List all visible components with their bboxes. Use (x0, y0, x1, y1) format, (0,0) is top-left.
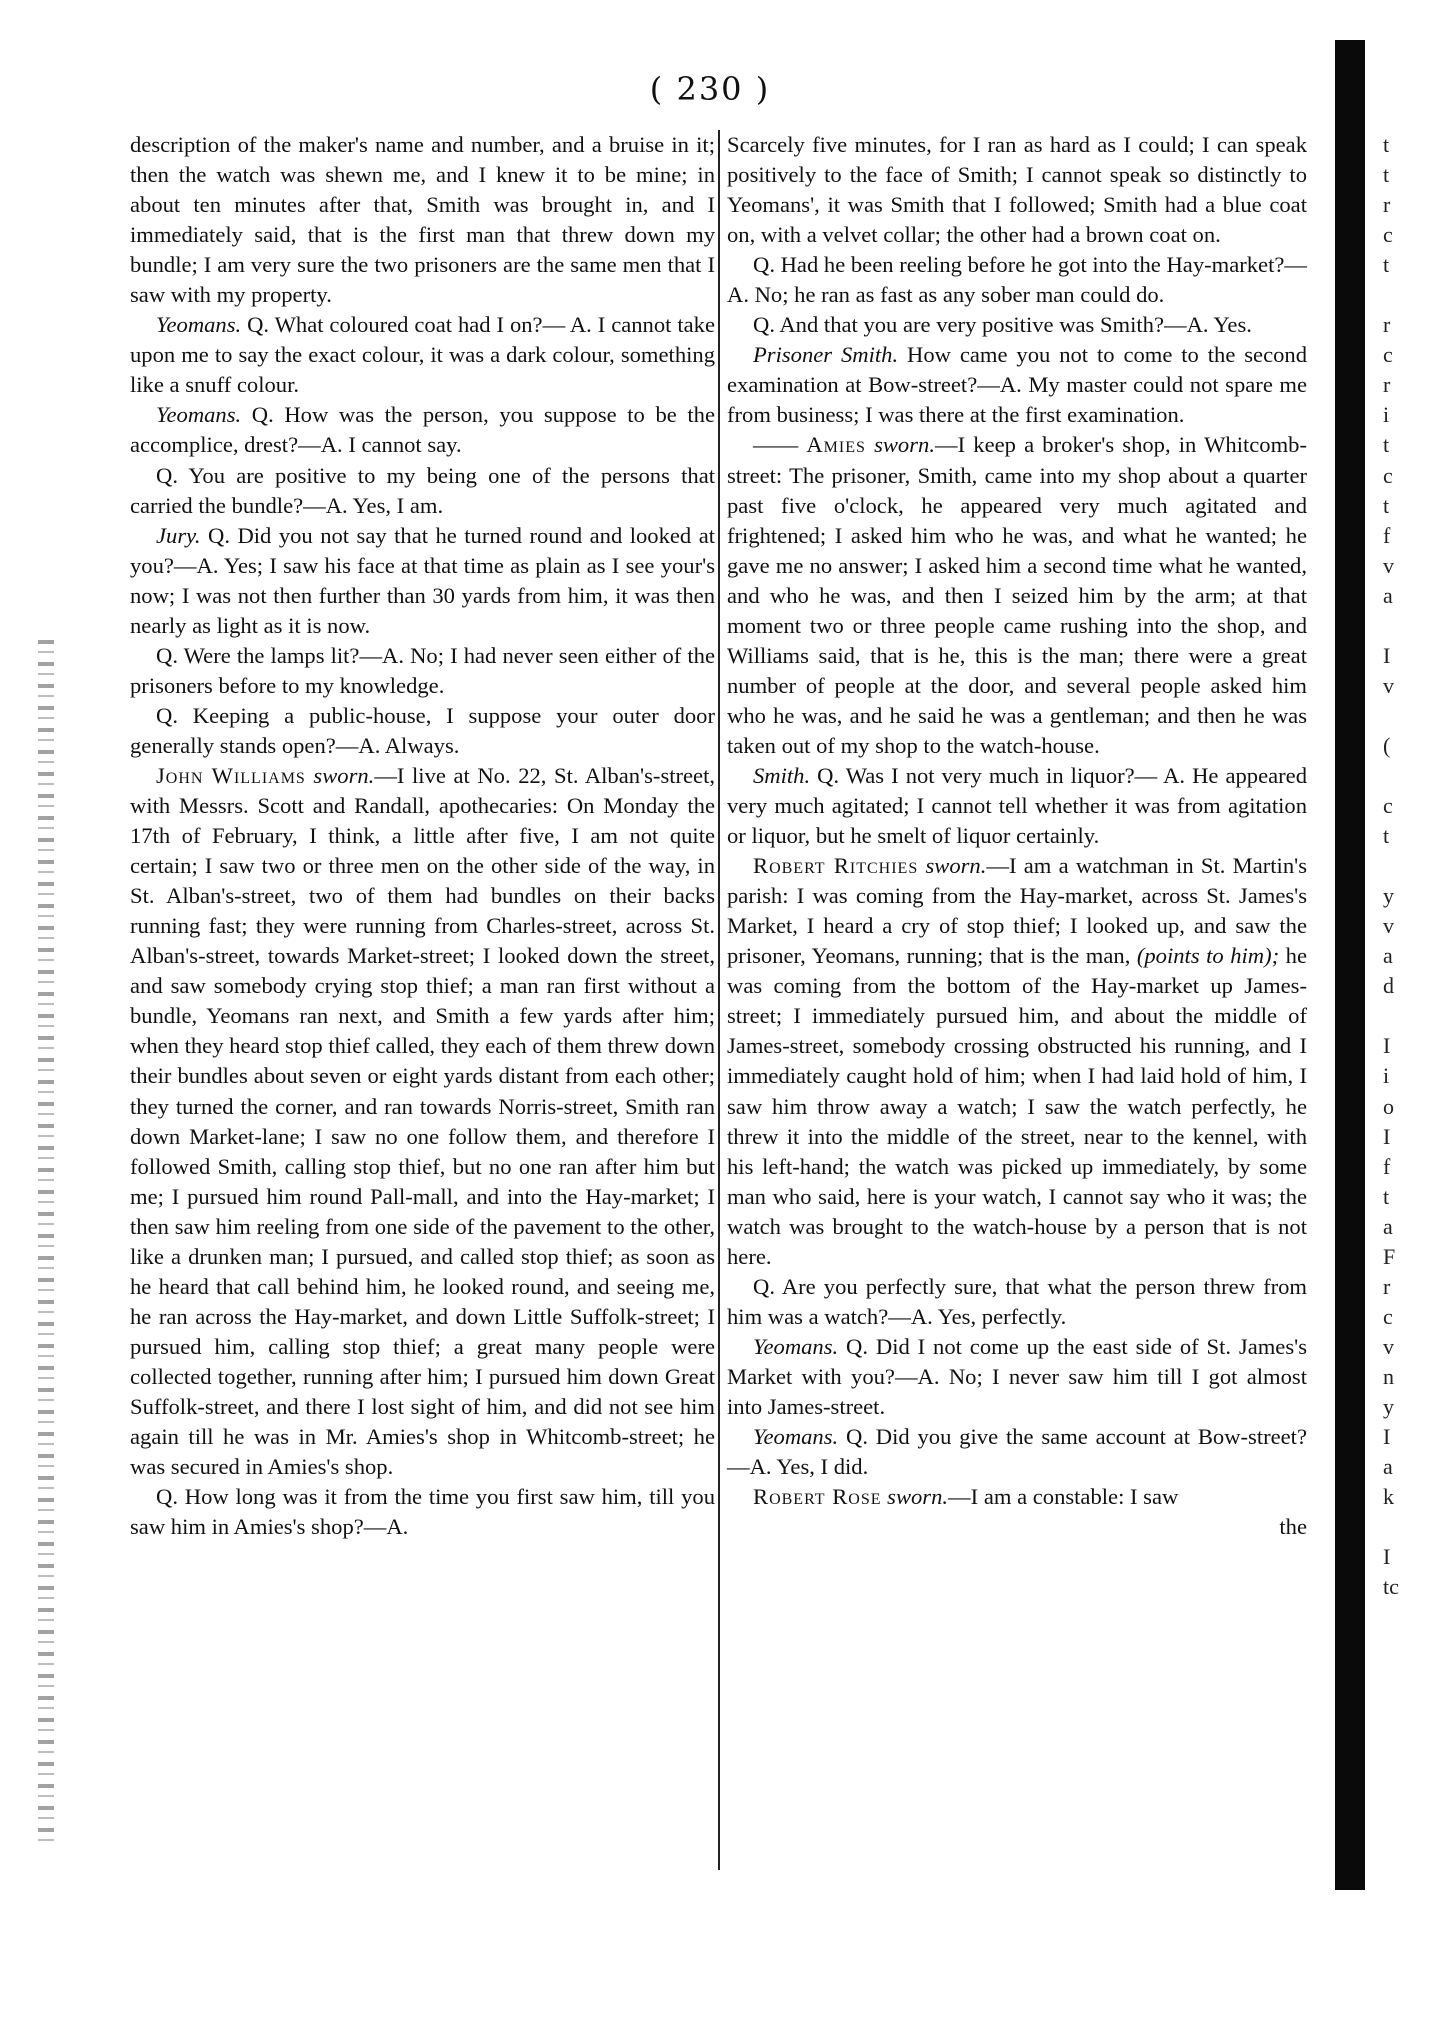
fragment-letter: f (1383, 522, 1391, 548)
fragment-letter: F (1383, 1243, 1396, 1269)
text-run: Amies (806, 432, 866, 458)
fragment-letter: tc (1383, 1574, 1399, 1600)
text-run: the (1279, 1514, 1307, 1540)
fragment-letter (1383, 280, 1423, 310)
text-run: Q. You are positive to my being one of the persons that carried the bundle?—A. Yes, I am. (130, 462, 715, 518)
fragment-letter: c (1383, 793, 1393, 819)
text-run: Q. How long was it from the time you first saw him, till you saw him in Amies's shop?—A. (130, 1484, 715, 1540)
text-run: Yeomans. (156, 312, 242, 338)
fragment-letter: t (1383, 132, 1390, 157)
right-column (727, 130, 1307, 1542)
text-run: How came you not to come to the second examination at Bow-street?—A. My master could not spare me from business; I was there at the first examination. (727, 342, 1308, 428)
paragraph (727, 851, 1307, 1272)
paragraph (130, 400, 715, 460)
fragment-letter: I (1383, 1123, 1391, 1149)
text-run: —— (753, 432, 807, 458)
fragment-letter (1383, 761, 1423, 791)
text-run: —I live at No. 22, St. Alban's-street, with Messrs. Scott and Randall, apothecaries: On Monday the 17th of February, I think, a little after five, I am not quite certain; I saw two or three men on the other side of the way, in St. Alban's-street, two of them had bundles on their backs running fast; they were running from Charles-street, across St. Alban's-street, towards Market-street; I looked down the street, and saw somebody crying stop thief; a man ran first without a bundle, Yeomans ran next, and Smith a few yards after him; when they heard stop thief called, they each of them threw down their bundles about seven or eight yards distant from each other; they turned the corner, and ran towards Norris-street, Smith ran down Market-lane; I saw no one follow them, and therefore I followed Smith, calling stop thief, but no one ran after him but me; I pursued him round Pall-mall, and into the Hay-market; I then saw him reeling from one side of the pavement to the other, like a drunken man; I pursued, and called stop thief; as soon as he heard that call behind him, he looked round, and seeing me, he ran across the Hay-market, and down Little Suffolk-street; I pursued him, calling stop thief; a great many people were collected together, running after him; I pursued him down Great Suffolk-street, and there I lost sight of him, and did not see him again till he was in Mr. Amies's shop in Whitcomb-street; he was secured in Amies's shop. (130, 762, 716, 1480)
text-run: (points to him); (1136, 943, 1280, 969)
fragment-letter: r (1383, 192, 1391, 218)
fragment-letter: t (1383, 432, 1390, 458)
text-run: —I keep a broker's shop, in Whitcomb-street: The prisoner, Smith, came into my shop about a quarter past five o'clock, he appeared very much agitated and frightened; I asked him who he was, and what he wanted; he gave me no answer; I asked him a second time what he wanted, and who he was, and then I seized him by the arm; at that moment two or three people came rushing into the shop, and Williams said, that is he, this is the man; there were a great number of people at the door, and several people asked him who he was, and he said he was a gentleman; and then he was taken out of my shop to the watch-house. (727, 432, 1308, 758)
column-divider (718, 130, 720, 1870)
fragment-letter: a (1383, 1213, 1393, 1239)
text-run: Q. Are you perfectly sure, that what the person threw from him was a watch?—A. Yes, perfectly. (727, 1273, 1307, 1329)
fragment-letter: t (1383, 823, 1390, 849)
text-run: Yeomans. (156, 402, 242, 428)
margin-marks (38, 640, 54, 1850)
fragment-letter: I (1383, 1033, 1391, 1059)
text-run: Jury. (156, 522, 201, 548)
text-run: Q. Were the lamps lit?—A. No; I had never seen either of the prisoners before to my knowledge. (130, 642, 715, 698)
fragment-letter: v (1383, 913, 1394, 939)
text-run: Yeomans. (753, 1424, 839, 1450)
fragment-letter: c (1383, 222, 1393, 248)
fragment-letter (1383, 1001, 1423, 1031)
fragment-letter: ( (1383, 732, 1391, 758)
fragment-letter: i (1383, 1063, 1390, 1089)
fragment-letter: c (1383, 1303, 1393, 1329)
text-run: John Williams (156, 762, 306, 788)
left-column (130, 130, 715, 1542)
paragraph (727, 340, 1307, 430)
paragraph (130, 701, 715, 761)
fragment-letter: r (1383, 372, 1391, 398)
fragment-letter: a (1383, 1454, 1393, 1480)
text-run: he was coming from the bottom of the Hay-market up James-street; I immediately pursued him, and about the middle of James-street, somebody crossing obstructed his running, and I immediately caught hold of him; when I had laid hold of him, I saw him throw away a watch; I saw the watch perfectly, he threw it into the middle of the street, near to the kennel, with his left-hand; the watch was picked up immediately, by some man who said, here is your watch, I cannot say who it was; the watch was brought to the watch-house by a person that is not here. (727, 943, 1307, 1269)
page-number: ( 230 ) (649, 70, 771, 108)
fragment-letter (1383, 701, 1423, 731)
text-run: sworn. (305, 762, 375, 788)
fragment-letter: a (1383, 582, 1393, 608)
paragraph (130, 1482, 715, 1542)
text-run: Q. And that you are very positive was Smith?—A. Yes. (753, 312, 1252, 338)
text-run: Robert Ritchies (753, 853, 919, 879)
fragment-letter: r (1383, 1273, 1391, 1299)
binding-shadow (1335, 40, 1365, 1890)
paragraph (727, 1272, 1307, 1332)
paragraph (727, 1332, 1307, 1422)
fragment-letter: r (1383, 312, 1391, 338)
fragment-letter: v (1383, 552, 1394, 578)
fragment-letter: v (1383, 672, 1394, 698)
text-run: —I am a constable: I saw (948, 1484, 1179, 1510)
fragment-letter (1383, 1512, 1423, 1542)
fragment-letter (1383, 851, 1423, 881)
paragraph (130, 761, 715, 1482)
fragment-letter: v (1383, 1333, 1394, 1359)
fragment-letter: o (1383, 1093, 1394, 1119)
fragment-letter: c (1383, 462, 1393, 488)
fragment-letter: I (1383, 1544, 1391, 1570)
fragment-letter: I (1383, 642, 1391, 668)
paragraph (130, 521, 715, 641)
text-run: Yeomans. (753, 1333, 839, 1359)
paragraph (130, 130, 715, 310)
text-run: description of the maker's name and number, and a bruise in it; then the watch was shewn me, and I knew it to be mine; in about ten minutes after that, Smith was brought in, and I immediately said, that is the first man that threw down my bundle; I am very sure the two prisoners are the same men that I saw with my property. (130, 132, 715, 308)
paragraph (130, 461, 715, 521)
adjacent-page-fragments (1383, 130, 1423, 1602)
text-run: Q. Was I not very much in liquor?— A. He appeared very much agitated; I cannot tell whether it was from agitation or liquor, but he smelt of liquor certainly. (727, 762, 1307, 849)
text-run: sworn. (881, 1484, 949, 1510)
fragment-letter: f (1383, 1153, 1391, 1179)
fragment-letter: i (1383, 402, 1390, 428)
text-run: Q. Had he been reeling before he got into the Hay-market?—A. No; he ran as fast as any sober man could do. (727, 252, 1307, 308)
fragment-letter: t (1383, 252, 1390, 278)
paragraph (727, 1482, 1307, 1512)
text-run: —I am a watchman in St. Martin's parish: I was coming from the Hay-market, across St. James's Market, I heard a cry of stop thief; I looked up, and saw the prisoner, Yeomans, running; that is the man, (727, 853, 1307, 969)
text-run: Robert Rose (753, 1484, 882, 1510)
paragraph (130, 641, 715, 701)
text-run: sworn. (918, 853, 987, 879)
fragment-letter: c (1383, 342, 1393, 368)
fragment-letter (1383, 611, 1423, 641)
fragment-letter: t (1383, 1183, 1390, 1209)
fragment-letter: t (1383, 162, 1390, 188)
text-run: Q. How was the person, you suppose to be the accomplice, drest?—A. I cannot say. (130, 402, 715, 458)
paragraph (727, 761, 1307, 851)
fragment-letter: I (1383, 1424, 1391, 1450)
fragment-letter: y (1383, 883, 1394, 909)
text-run: Q. What coloured coat had I on?— A. I cannot take upon me to say the exact colour, it was a dark colour, something like a snuff colour. (130, 312, 715, 398)
fragment-letter: d (1383, 973, 1394, 999)
text-run: Smith. (753, 762, 811, 788)
fragment-letter: k (1383, 1484, 1394, 1510)
paragraph (727, 130, 1307, 250)
paragraph (727, 430, 1307, 761)
fragment-letter: t (1383, 492, 1390, 518)
text-run: Scarcely five minutes, for I ran as hard as I could; I can speak positively to the face of Smith; I cannot speak so distinctly to Yeomans', it was Smith that I followed; Smith had a blue coat on, with a velvet collar; the other had a brown coat on. (727, 132, 1307, 248)
text-run: Q. Keeping a public-house, I suppose your outer door generally stands open?—A. Always. (130, 702, 715, 758)
fragment-letter: n (1383, 1363, 1394, 1389)
text-run: Q. Did I not come up the east side of St. James's Market with you?—A. No; I never saw him till I got almost into James-street. (727, 1333, 1307, 1419)
fragment-letter: a (1383, 943, 1393, 969)
text-run: Prisoner Smith. (753, 342, 899, 368)
text-run: Q. Did you give the same account at Bow-street?—A. Yes, I did. (727, 1424, 1307, 1480)
paragraph (727, 1422, 1307, 1482)
fragment-letter: y (1383, 1393, 1394, 1419)
paragraph (727, 250, 1307, 310)
paragraph (130, 310, 715, 400)
paragraph (727, 310, 1307, 340)
text-run: Q. Did you not say that he turned round and looked at you?—A. Yes; I saw his face at that time as plain as I see your's now; I was not then further than 30 yards from him, it was then nearly as light as it is now. (130, 522, 715, 638)
text-run: sworn. (865, 432, 935, 458)
paragraph (727, 1512, 1307, 1542)
